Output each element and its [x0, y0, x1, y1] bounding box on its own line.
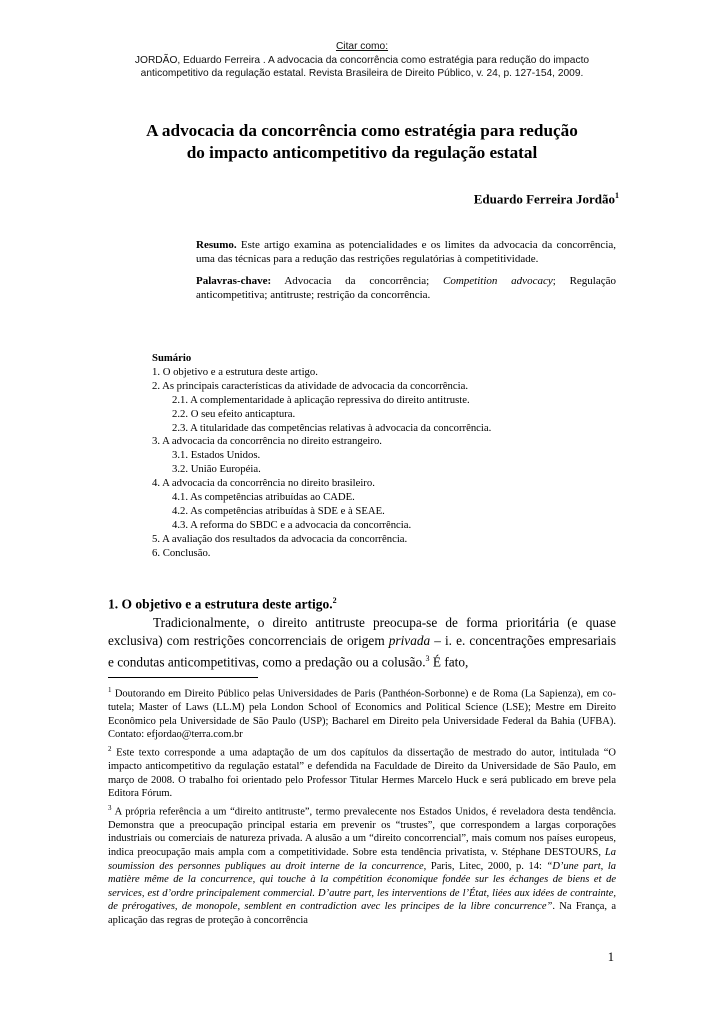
section-heading-text: 1. O objetivo e a estrutura deste artigo.: [108, 596, 333, 612]
toc-item: 2.3. A titularidade das competências relativas à advocacia da concorrência.: [172, 421, 492, 434]
paper-title: [100, 120, 624, 164]
keywords-text: Advocacia da concorrência;: [284, 275, 430, 288]
keywords: [196, 275, 616, 302]
toc-item: 2.1. A complementaridade à aplicação repressiva do direito antitruste.: [172, 393, 470, 406]
footnote-italic: “D’une part, la matière même de la concurrence, qui touche à la compétition économique fondée sur les échanges de biens et de services, est d’ordre principalement commercial. D’autre part, les interventions de l’État, liées aux idées de contrainte, de prérogatives, de monopole, semblent en contradiction avec les principes de la libre concurrence”: [108, 860, 617, 913]
toc-heading: Sumário: [152, 352, 192, 364]
abstract-text: Este artigo examina as potencialidades e os limites da advocacia da concorrência, uma das técnicas para a redução das restrições regulatórias à competitividade.: [196, 239, 617, 265]
footnotes: [108, 684, 616, 929]
keywords-label: Palavras-chave:: [196, 275, 272, 288]
toc-item: 2.2. O seu efeito anticaptura.: [172, 407, 296, 420]
keywords-italic: Competition advocacy: [443, 275, 553, 288]
toc-item: 4. A advocacia da concorrência no direito brasileiro.: [152, 477, 375, 490]
abstract: [196, 239, 616, 266]
footnote-3: [108, 802, 616, 928]
table-of-contents: [152, 352, 612, 561]
toc-item: 4.2. As competências atribuídas à SDE e à SEAE.: [172, 504, 385, 517]
toc-item: 3.1. Estados Unidos.: [172, 449, 261, 462]
footnote-number: 3: [108, 803, 112, 812]
citation-line: JORDÃO, Eduardo Ferreira . A advocacia da concorrência como estratégia para redução do impacto: [134, 54, 590, 66]
footnote-1: [108, 684, 616, 742]
footnote-text: A própria referência a um “direito antitruste”, termo prevalecente nos Estados Unidos, é reveladora desta tendência. Demonstra que a preocupação principal estaria em prevenir os “trustes”, que correspondem a largas corporações industriais ou comerciais de natureza privada. A alusão a um “direito concorrencial”, mais comum nos países europeus, indica preocupação mais ampla com a competitividade. Sobre esta tendência privatista, v. Stéphane DESTOURS,: [108, 806, 617, 859]
toc-item: 2. As principais características da atividade de advocacia da concorrência.: [152, 379, 469, 392]
footnote-number: 2: [108, 744, 112, 753]
citation-line: anticompetitivo da regulação estatal. Revista Brasileira de Direito Público, v. 24, p. 127-154, 2009.: [140, 68, 584, 79]
footnote-mark: 1: [615, 191, 619, 200]
toc-item: 3.2. União Européia.: [172, 463, 261, 476]
paragraph-text: – i. e. concentrações empresariais e condutas anticompetitivas, como a predação ou a colusão.: [108, 633, 617, 670]
citation-label: Citar como:: [335, 41, 389, 52]
footnote-number: 1: [108, 686, 112, 694]
paragraph-italic: privada: [388, 633, 431, 648]
abstract-label: Resumo.: [196, 239, 237, 251]
footnote-mark: 2: [332, 596, 337, 605]
footnote-text: , Paris, Litec, 2000, p. 14:: [423, 860, 542, 872]
footnote-mark: 3: [425, 654, 430, 663]
citation-block: [80, 40, 644, 81]
footnote-italic: La soumission des personnes publiques au droit interne de la concurrence: [108, 847, 616, 872]
footnote-separator: [108, 677, 258, 678]
paragraph-text: É fato,: [432, 654, 469, 670]
title-line: A advocacia da concorrência como estratégia para redução: [146, 121, 578, 140]
toc-item: 4.3. A reforma do SBDC e a advocacia da concorrência.: [172, 518, 412, 531]
toc-item: 3. A advocacia da concorrência no direito estrangeiro.: [152, 435, 382, 448]
author-name: [474, 191, 619, 207]
footnote-2: [108, 743, 616, 801]
keywords-text: ; Regulação anticompetitiva; antitruste; restrição da concorrência.: [196, 275, 616, 301]
footnote-text: Este texto corresponde a uma adaptação de um dos capítulos da dissertação de mestrado do autor, intitulada “O impacto anticompetitivo da regulação estatal” e defendida na Faculdade de Direito da Universidade de São Paulo, em março de 2008. O trabalho foi orientado pelo Professor Titular Hermes Marcelo Huck e será publicado em breve pela Editora Fórum.: [108, 747, 617, 800]
author-text: Eduardo Ferreira Jordão: [473, 191, 615, 207]
toc-item: 6. Conclusão.: [152, 546, 211, 559]
body-paragraph: [108, 614, 616, 671]
page-number: 1: [607, 950, 614, 964]
title-line: do impacto anticompetitivo da regulação estatal: [186, 143, 538, 162]
section-heading: [108, 596, 337, 613]
footnote-text: Doutorando em Direito Público pelas Universidades de Paris (Panthéon-Sorbonne) e de Roma (La Sapienza), em co-tutela; Master of Laws (LL.M) pela London School of Economics and Political Science (LSE); Mestre em Direito Econômico pela Universidade de São Paulo (USP); Bacharel em Direito pela Universidade Federal da Bahia (UFBA). Contato: efjordao@terra.com.br: [108, 688, 617, 741]
toc-item: 1. O objetivo e a estrutura deste artigo.: [152, 365, 318, 378]
footnote-text: . Na França, a aplicação das regras de proteção à concorrência: [108, 901, 616, 926]
toc-item: 5. A avaliação dos resultados da advocacia da concorrência.: [152, 532, 408, 545]
toc-item: 4.1. As competências atribuídas ao CADE.: [172, 491, 355, 504]
abstract-block: [196, 239, 616, 302]
paragraph: [108, 614, 616, 671]
paragraph-text: Tradicionalmente, o direito antitruste preocupa-se de forma prioritária (e quase exclusiva) com restrições concorrenciais de origem: [108, 615, 616, 648]
